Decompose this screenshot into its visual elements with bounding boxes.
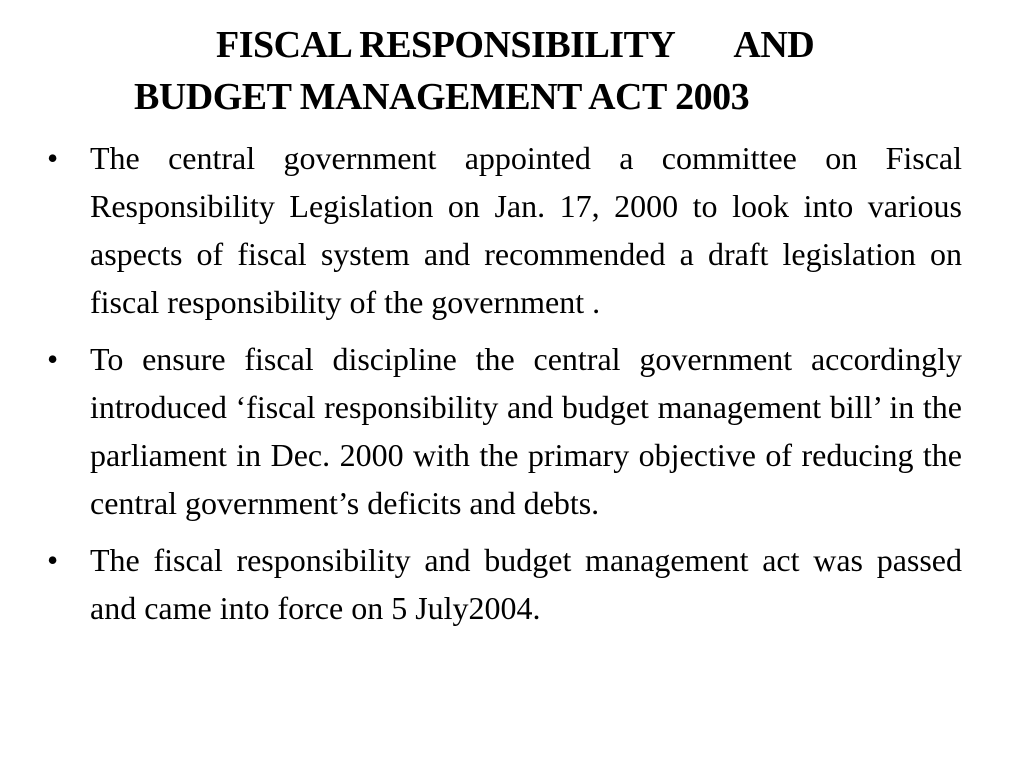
title-line-1-part-a: FISCAL RESPONSIBILITY	[216, 24, 676, 66]
bullet-item	[0, 536, 1024, 632]
title-line-1-part-b: AND	[733, 24, 815, 66]
title-line-1	[216, 18, 814, 72]
bullet-item	[0, 335, 1024, 527]
bullet-dot-icon: •	[47, 341, 59, 377]
bullet-item	[0, 134, 1024, 326]
bullet-dot-icon: •	[47, 542, 59, 578]
bullet-text: The fiscal responsibility and budget management act was passed and came into force on 5 July2004.	[90, 542, 962, 626]
bullet-text: The central government appointed a committee on Fiscal Responsibility Legislation on Jan. 17, 2000 to look into various aspects of fiscal system and recommended a draft legislation on fiscal responsibility of the government .	[90, 140, 962, 320]
bullet-list	[0, 134, 1024, 641]
title-line-2: BUDGET MANAGEMENT ACT 2003	[134, 76, 750, 118]
bullet-dot-icon: •	[47, 140, 59, 176]
bullet-text: To ensure fiscal discipline the central government accordingly introduced ‘fiscal responsibility and budget management bill’ in the parliament in Dec. 2000 with the primary objective of reducing the central government’s deficits and debts.	[90, 341, 962, 521]
